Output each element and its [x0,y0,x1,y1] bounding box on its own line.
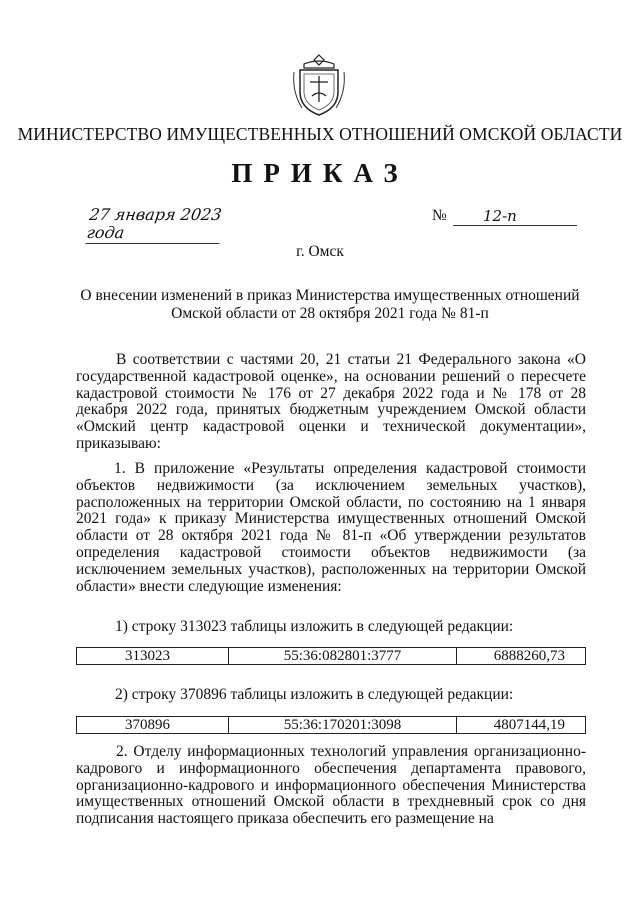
sub-item-2: 2) строку 370896 таблицы изложить в следующей редакции: [115,686,514,703]
table-row [76,647,586,665]
clause-1-paragraph: 1. В приложение «Результаты определения кадастровой стоимости объектов недвижимости (за исключением земельных участков), расположенных на территории Омской области, по состоянию на 1 января 2021 года» к приказу Министерства имущественных отношений Омской области от 28 октября 2021 года № 81-п «Об утверждении результатов определения кадастровой стоимости объектов недвижимости (за исключением земельных участков), расположенных на территории Омской области» внести следующие изменения: [76,460,586,595]
order-number: 12-п [453,207,577,226]
cadastral-number-cell: 55:36:082801:3777 [229,648,457,664]
preamble-paragraph: В соответствии с частями 20, 21 статьи 21 Федерального закона «О государственной кадастровой оценке», на основании решений о пересчете кадастровой стоимости № 176 от 27 декабря 2022 года и № 178 от 28 декабря 2022 года, принятых бюджетным учреждением Омской области «Омский центр кадастровой оценки и технической документации», приказываю: [76,351,586,452]
sub-item-1: 1) строку 313023 таблицы изложить в следующей редакции: [115,618,514,635]
document-type-title: ПРИКАЗ [231,158,409,188]
coat-of-arms-icon [290,52,348,118]
city: г. Омск [296,243,344,260]
cadastral-number-cell: 55:36:170201:3098 [229,717,457,733]
order-subject: О внесении изменений в приказ Министерства имущественных отношений Омской области от 28 октября 2021 года № 81-п [80,287,580,322]
order-number-label: № [432,207,447,224]
clause-2-paragraph: 2. Отделу информационных технологий управления организационно-кадрового и информационного обеспечения департамента правового, организационно-кадрового и информационного обеспечения Министерства имущественных отношений Омской области в трехдневный срок со дня подписания настоящего приказа обеспечить его размещение на [76,743,586,828]
table-row [76,716,586,734]
cadastral-value-cell: 4807144,19 [493,717,565,733]
order-date: 27 января 2023 года [85,205,223,242]
row-number-cell: 313023 [77,648,229,664]
ministry-name: МИНИСТЕРСТВО ИМУЩЕСТВЕННЫХ ОТНОШЕНИЙ ОМСКОЙ ОБЛАСТИ [17,124,623,144]
cadastral-value-cell: 6888260,73 [493,648,565,664]
row-number-cell: 370896 [77,717,229,733]
